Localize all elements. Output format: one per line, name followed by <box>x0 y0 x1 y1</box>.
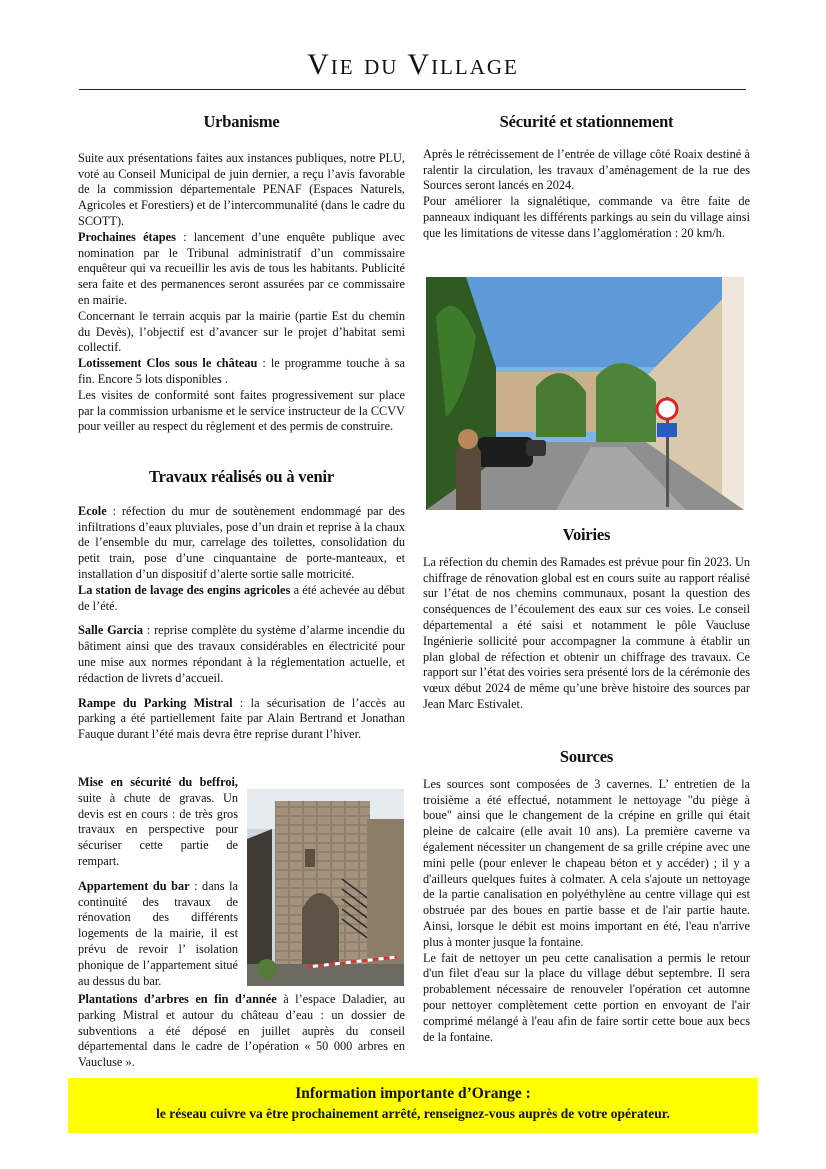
lotissement-text: : le programme touche à sa fin. Encore 5 lots disponibles . <box>78 356 405 386</box>
lotissement-label: Lotissement Clos sous le château <box>78 356 258 371</box>
belfry-photo-drawing <box>247 789 404 986</box>
station-label: La station de lavage des engins agricoles <box>78 582 291 597</box>
bar-text: : dans la continuité des travaux de rénovation des différents logements de la mairie, il est prévu de revoir l’ isolation phonique de l’appartement situé au dessus du bar. <box>78 878 239 988</box>
lotissement-paragraph <box>78 356 405 388</box>
street-photo <box>426 277 744 510</box>
belfry-photo <box>247 789 404 986</box>
ecole-label: Ecole <box>78 503 107 518</box>
garcia-text: : reprise complète du système d’alarme incendie du bâtiment ainsi que des travaux considérables en électricité pour une mise aux normes répondant à la réglementation actuelle, et rédaction de livrets d’accueil. <box>78 623 406 685</box>
travaux-section <box>78 469 405 743</box>
prochaines-etapes-text: : lancement d’une enquête publique avec nomination par le Tribunal administratif d’un commissaire enquêteur qui va recueillir les avis de tous les habitants. Publicité sera faite et des permanences seront assurées par ce commissaire en mairie. <box>78 229 405 307</box>
banner-title: Information importante d’Orange : <box>295 1085 531 1102</box>
beffroi-paragraph <box>78 775 238 870</box>
station-paragraph <box>78 583 405 615</box>
prochaines-etapes-label: Prochaines étapes <box>78 229 176 244</box>
voiries-heading: Voiries <box>562 525 611 544</box>
ecole-text: : réfection du mur de soutènement endommagé par des infiltrations d’eaux pluviales, pose d’un drain et reprise à la chaux de l’ensemble du mur, carrelage des toilettes, consolidation du petit train, pose d’une cinquantaine de porte-manteaux, et installation d’un dispositif d’alerte sortie salle motricité. <box>78 503 405 581</box>
street-photo-drawing <box>426 277 744 510</box>
prochaines-etapes <box>78 230 405 309</box>
title-rule <box>79 89 746 90</box>
securite-p1: Après le rétrécissement de l’entrée de village côté Roaix destiné à ralentir la circulation, les travaux d’aménagement de la rue des Sources seront lancés en 2024. <box>423 146 750 193</box>
station-text: a été achevée au début de l’été. <box>78 582 405 613</box>
banner-message: le réseau cuivre va être prochainement arrêté, renseignez-vous auprès de votre opérateur. <box>156 1106 670 1121</box>
plantations-paragraph <box>78 992 405 1071</box>
securite-heading: Sécurité et stationnement <box>499 112 674 131</box>
voiries-p1: La réfection du chemin des Ramades est prévue pour fin 2023. Un chiffrage de rénovation global est en cours suite au rapport réalisé sur l’état de nos chemins communaux, posant la question des conséquences de l’écoulement des eaux sur ces voies. Le conseil départemental a été saisi et notamment le pôle Vaucluse Ingénierie sollicité pour accompagner la commune à établir un plan global de réfection et obtenir un chiffrage des travaux. Ce rapport sur l’état des voiries sera présenté lors de la cérémonie des vœux début 2024 de même qu’une brève histoire des sources par Jean Marc Estivalet. <box>423 554 750 711</box>
rampe-paragraph <box>78 696 405 743</box>
sources-section <box>423 749 750 1045</box>
beffroi-text: suite à chute de gravas. Un devis est en cours : de très gros travaux en perspective pour sécuriser cette partie de rempart. <box>78 790 238 868</box>
terrain-paragraph: Concernant le terrain acquis par la mairie (partie Est du chemin du Devès), l’objectif est d’avancer sur le projet d’habitat semi collectif. <box>78 308 405 355</box>
rampe-label: Rampe du Parking Mistral <box>78 695 233 710</box>
sources-p2: Le fait de nettoyer un peu cette canalisation a permis le retour d'un filet d'eau sur la place du village début septembre. Il sera probablement nécessaire de renouveler l'opération cet automne pour nettoyer complètement cette portion en envoyant de l'air comprimé mélangé à l'eau afin de faire sortir cette boue aux becs de la fontaine. <box>423 950 750 1044</box>
garcia-paragraph <box>78 623 405 686</box>
voiries-section <box>423 527 750 713</box>
rampe-text: : la sécurisation de l’accès au parking a été partiellement faite par Alain Bertrand et Jonathan Fauque durant l’été mais devra être reprise durant l’hiver. <box>78 695 406 742</box>
sources-p1: Les sources sont composées de 3 cavernes. L’ entretien de la troisième a été effectué, notamment le nettoyage "du piège à boue" ainsi que le changement de la crépine en grille qui était pleine de calcaire (elle avait 10 ans). La première caverne va également nécessiter un changement de sa grille crépine avec une mini pelle (pour enlever le chapeau béton et y accéder) ; il y a d'ailleurs quelques fuites à colmater. A cela s'ajoute un nettoyage de la partie canalisation en polyéthylène au centre village qui est obstruée par des boues en partie basse et de l'air partie haute. Ainsi, lorsque le débit est moins important en été, l'eau n'arrive plus à monter jusque la fontaine. <box>423 776 750 949</box>
securite-p2: Pour améliorer la signalétique, commande va être faite de panneaux indiquant les différents parkings au sein du village ainsi que les limitations de vitesse dans l’agglomération : 20 km/h. <box>423 194 750 240</box>
urbanisme-section <box>78 114 405 435</box>
ecole-paragraph <box>78 504 405 583</box>
plantations-label: Plantations d’arbres en fin d’année <box>78 992 277 1006</box>
page-title: Vie du Village <box>307 48 519 81</box>
sources-heading: Sources <box>559 747 614 766</box>
bar-label: Appartement du bar <box>78 878 190 893</box>
plantations-text: à l’espace Daladier, au parking Mistral et autour du château d’eau : un dossier de subventions a été déposé en juillet auprès du conseil départemental dans le cadre de l’opération « 50 000 arbres en Vaucluse ». <box>78 992 405 1070</box>
urbanisme-intro: Suite aux présentations faites aux instances publiques, notre PLU, voté au Conseil Municipal de juin dernier, a reçu l’avis favorable de la commission départementale PENAF (Espaces Naturels, Agricoles et Forestiers) et de l’intercommunalité (dans le cadre du SCOTT). <box>78 150 405 228</box>
plantations-block <box>78 992 405 1071</box>
visites-paragraph: Les visites de conformité sont faites progressivement sur place par la commission urbanisme et le service instructeur de la CCVV pour veiller au respect du règlement et des permis de construire. <box>78 387 405 434</box>
travaux-heading: Travaux réalisés ou à venir <box>149 467 334 486</box>
urbanisme-heading: Urbanisme <box>203 112 280 131</box>
garcia-label: Salle Garcia <box>78 623 144 638</box>
beffroi-label: Mise en sécurité du beffroi, <box>78 775 238 789</box>
securite-section <box>423 114 750 242</box>
orange-info-banner <box>68 1078 758 1133</box>
beffroi-bar-block <box>78 775 238 989</box>
bar-paragraph <box>78 879 238 990</box>
